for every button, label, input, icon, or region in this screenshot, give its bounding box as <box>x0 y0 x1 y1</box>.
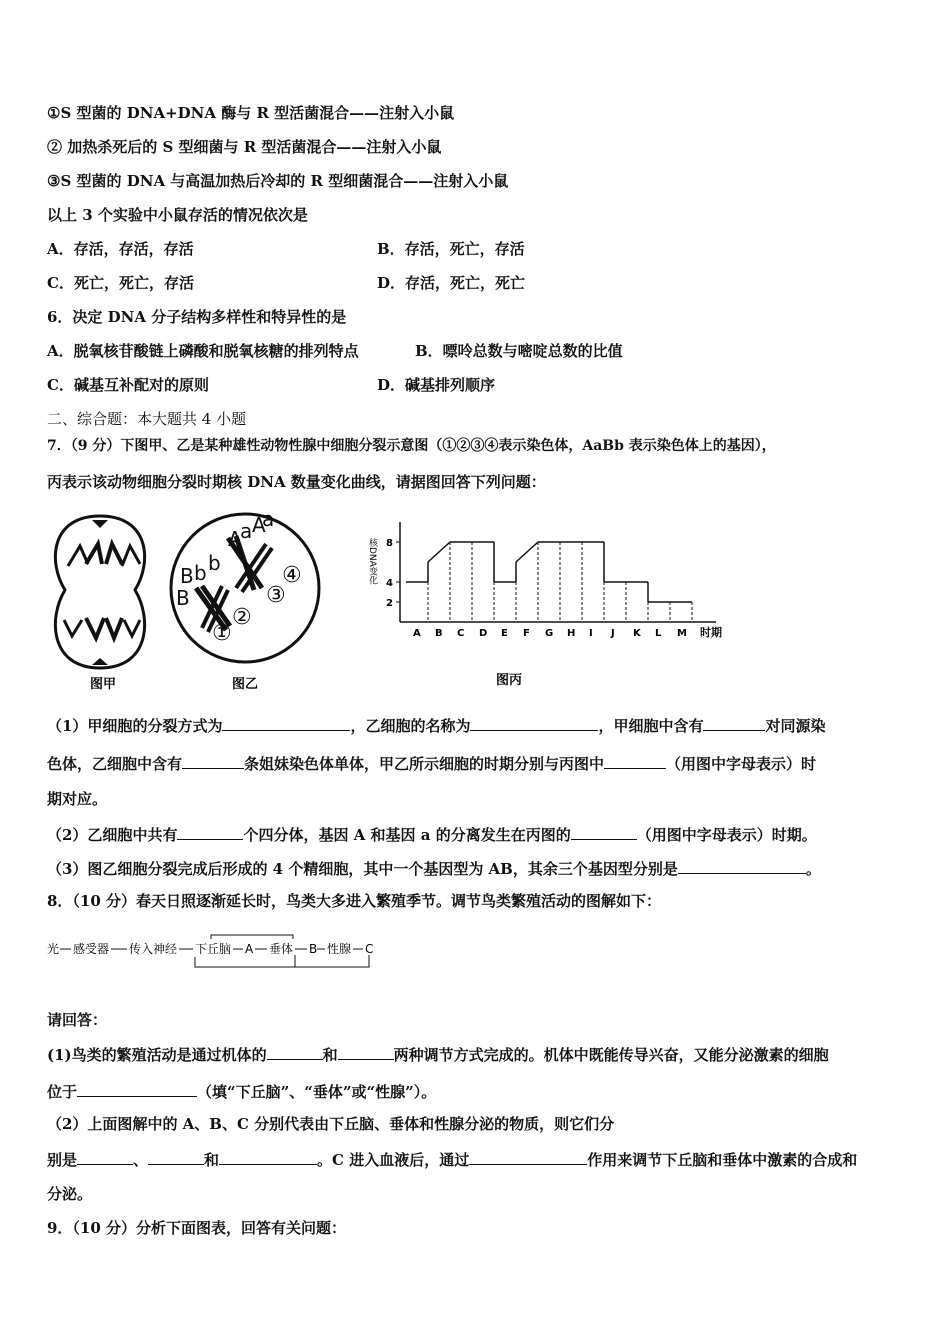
q6-stem: 6．决定 DNA 分子结构多样性和特异性的是 <box>47 308 347 326</box>
q8-prompt: 请回答： <box>47 1011 108 1029</box>
x-tick-label-D: D <box>479 628 488 639</box>
step-B <box>428 542 450 562</box>
fig-jia-label: 图甲 <box>90 677 117 692</box>
q5-exp3: ③S 型菌的 DNA 与高温加热后冷却的 R 型细菌混合——注射入小鼠 <box>47 172 509 190</box>
blank-location[interactable] <box>77 1080 197 1097</box>
q6-option-b: B．嘌呤总数与嘧啶总数的比值 <box>415 342 623 360</box>
y-tick-label-8: 8 <box>386 538 393 549</box>
q8-part1-line1: (1)鸟类的繁殖活动是通过机体的 和 两种调节方式完成的。机体中既能传导兴奋，又能分泌激素的细胞 <box>47 1043 829 1065</box>
blank-substance-C[interactable] <box>219 1148 317 1165</box>
q8-stem: 8．（10 分）春天日照逐渐延长时，鸟类大多进入繁殖季节。调节鸟类繁殖活动的图解如下： <box>47 892 662 910</box>
flow-gonad: 性腺 <box>327 942 352 956</box>
blank-division-type[interactable] <box>222 714 350 731</box>
q7-part3: （3）图乙细胞分裂完成后形成的 4 个精细胞，其中一个基因型为 AB，其余三个基因型分别是 。 <box>47 857 821 879</box>
q6-option-a: A．脱氧核苷酸链上磷酸和脱氧核糖的排列特点 <box>47 342 359 360</box>
q7-part1-line3: 期对应。 <box>47 790 108 808</box>
y-tick-label-4: 4 <box>386 578 393 589</box>
flow-C: C <box>365 942 374 956</box>
x-tick-label-C: C <box>457 628 465 639</box>
q7-part2: （2）乙细胞中共有 个四分体，基因 A 和基因 a 的分离发生在丙图的 （用图中字母表示）时期。 <box>47 823 817 845</box>
q7-stem-2: 丙表示该动物细胞分裂时期核 DNA 数量变化曲线，请据图回答下列问题： <box>47 473 546 491</box>
blank-homologous-pairs[interactable] <box>703 714 765 731</box>
q6-option-c: C．碱基互补配对的原则 <box>47 376 209 394</box>
x-tick-label-A: A <box>413 628 421 639</box>
blank-genotypes[interactable] <box>678 857 806 874</box>
x-tick-label-L: L <box>655 628 662 639</box>
q8-part2-line1: （2）上面图解中的 A、B、C 分别代表由下丘脑、垂体和性腺分泌的物质，则它们分 <box>47 1115 615 1133</box>
x-tick-label-I: I <box>589 628 593 639</box>
blank-periods[interactable] <box>604 752 666 769</box>
x-tick-label-H: H <box>567 628 576 639</box>
q5-option-c: C．死亡，死亡，存活 <box>47 274 194 292</box>
chromosome-2-label: ② <box>232 605 252 630</box>
flow-afferent-nerve: 传入神经 <box>129 942 178 956</box>
blank-chromatids[interactable] <box>182 752 244 769</box>
y-axis-label: 核DNA变化 <box>367 538 377 585</box>
fig-yi-label: 图乙 <box>232 677 259 692</box>
q7-part1-line1: （1）甲细胞的分裂方式为 ，乙细胞的名称为 ，甲细胞中含有 对同源染 <box>47 714 826 736</box>
q5-exp2: ② 加热杀死后的 S 型细菌与 R 型活菌混合——注射入小鼠 <box>47 138 442 156</box>
blank-separation-period[interactable] <box>571 823 637 840</box>
x-tick-label-M: M <box>677 628 687 639</box>
x-tick-label-G: G <box>545 628 554 639</box>
q8-part2-line2: 别是 、 和 。C 进入血液后，通过 作用来调节下丘脑和垂体中激素的合成和 <box>47 1148 857 1170</box>
chromosome-1-label: ① <box>212 621 232 646</box>
q5-option-a: A．存活，存活，存活 <box>47 240 194 258</box>
x-tick-label-E: E <box>501 628 508 639</box>
flow-B: B <box>309 942 318 956</box>
q5-option-d: D．存活，死亡，死亡 <box>377 274 526 292</box>
blank-substance-B[interactable] <box>148 1148 204 1165</box>
flow-light: 光 <box>47 942 60 956</box>
x-tick-label-F: F <box>523 628 530 639</box>
x-tick-label-J: J <box>611 628 615 639</box>
blank-cell-name[interactable] <box>470 714 598 731</box>
step-F <box>516 542 538 562</box>
blank-substance-A[interactable] <box>77 1148 133 1165</box>
q7-figures <box>40 508 920 698</box>
q8-part2-line3: 分泌。 <box>47 1185 93 1203</box>
dna-curve-chart <box>367 522 722 688</box>
cell-jia-diagram <box>55 516 144 668</box>
y-tick-label-2: 2 <box>386 598 393 609</box>
x-axis-label: 时期 <box>700 626 722 639</box>
gene-a-2: a <box>262 508 275 531</box>
gene-a-1: a <box>240 519 253 543</box>
flow-A: A <box>245 942 254 956</box>
gene-A-2: A <box>252 513 266 537</box>
gene-A-1: A <box>228 527 242 551</box>
fig-bing-label: 图丙 <box>496 673 523 688</box>
gene-B-1: B <box>180 564 194 588</box>
gene-b-2: b <box>208 551 221 575</box>
cell-yi-diagram <box>171 508 319 662</box>
q5-exp1: ①S 型菌的 DNA+DNA 酶与 R 型活菌混合——注射入小鼠 <box>47 104 455 122</box>
flow-receptor: 感受器 <box>73 942 110 956</box>
q6-option-d: D．碱基排列顺序 <box>377 376 496 394</box>
x-tick-label-B: B <box>435 628 443 639</box>
q5-question: 以上 3 个实验中小鼠存活的情况依次是 <box>47 206 308 224</box>
chromosome-4-label: ④ <box>282 563 302 588</box>
gene-b-1: b <box>194 561 207 585</box>
flow-pituitary: 垂体 <box>269 942 294 956</box>
q8-part1-line2: 位于 （填“下丘脑”、“垂体”或“性腺”）。 <box>47 1080 436 1102</box>
section-heading: 二、综合题：本大题共 4 小题 <box>47 410 247 428</box>
q9-stem: 9．（10 分）分析下面图表，回答有关问题： <box>47 1219 347 1237</box>
flow-hypothalamus: 下丘脑 <box>195 942 232 956</box>
regulation-flow-diagram <box>47 933 377 973</box>
blank-feedback[interactable] <box>469 1148 587 1165</box>
gene-B-2: B <box>176 586 190 610</box>
chromosome-3-label: ③ <box>266 583 286 608</box>
blank-regulation-1[interactable] <box>267 1043 323 1060</box>
blank-regulation-2[interactable] <box>338 1043 394 1060</box>
blank-tetrads[interactable] <box>177 823 243 840</box>
q7-stem-1: 7．（9 分）下图甲、乙是某种雄性动物性腺中细胞分裂示意图（①②③④表示染色体，AaBb 表示染色体上的基因）， <box>47 438 776 454</box>
q5-option-b: B．存活，死亡，存活 <box>377 240 525 258</box>
x-tick-label-K: K <box>633 628 641 639</box>
q7-part1-line2: 色体，乙细胞中含有 条姐妹染色体单体，甲乙所示细胞的时期分别与丙图中 （用图中字母表示）时 <box>47 752 816 774</box>
